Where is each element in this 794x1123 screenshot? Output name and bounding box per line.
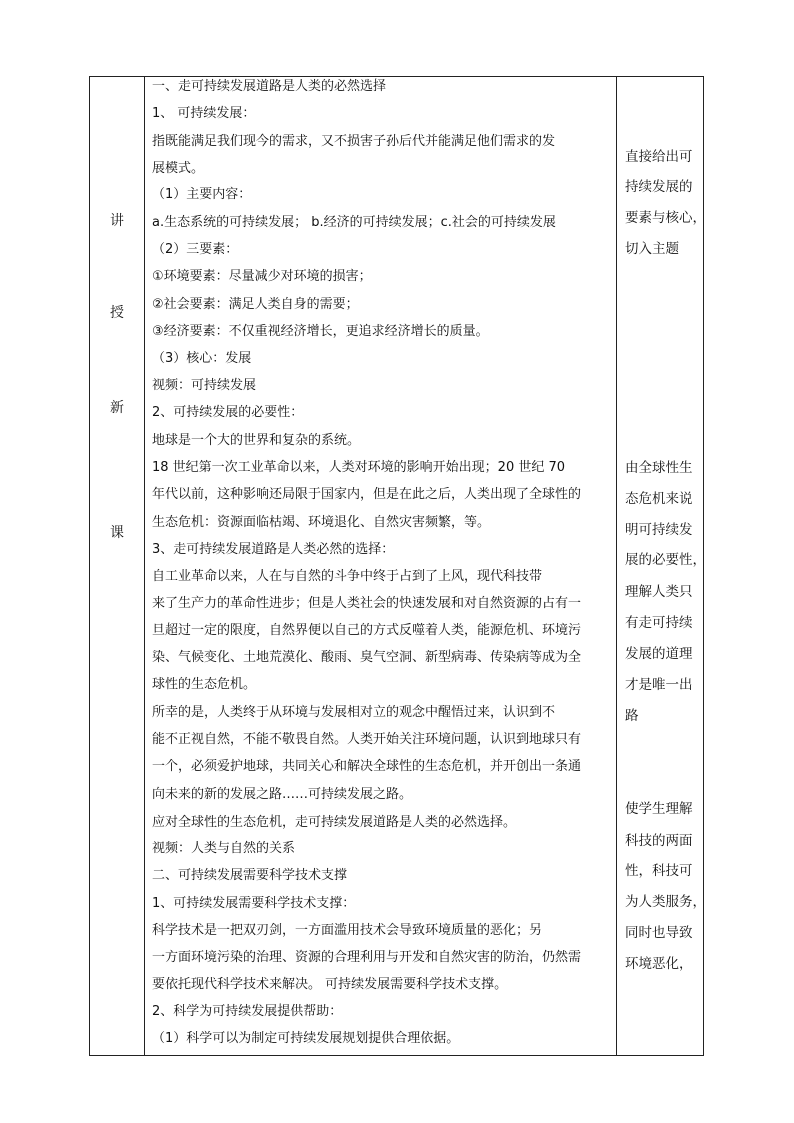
content-line: 1、 可持续发展： [152, 106, 256, 121]
content-line: （1）主要内容： [152, 187, 252, 202]
note-line: 理解人类只 [625, 584, 693, 600]
content-line: （1）科学可以为制定可持续发展规划提供合理依据。 [152, 1031, 460, 1046]
content-line: 1、可持续发展需要科学技术支撑： [152, 896, 356, 911]
content-line: 一方面环境污染的治理、资源的合理利用与开发和自然灾害的防治，仍然需 [152, 950, 582, 965]
content-line: ②社会要素：满足人类自身的需要； [152, 297, 359, 312]
content-line: 2、可持续发展的必要性： [152, 405, 304, 420]
note-line: 由全球性生 [625, 460, 693, 476]
content-line: 视频：人类与自然的关系 [152, 841, 296, 856]
note-line: 科技的两面 [625, 833, 693, 849]
content-line: 能不正视自然，不能不敬畏自然。人类开始关注环境问题，认识到地球只有 [152, 732, 582, 747]
note-line: 要素与核心， [625, 210, 706, 226]
content-line: a.生态系统的可持续发展； b.经济的可持续发展；c.社会的可持续发展 [152, 215, 556, 230]
content-line: 展模式。 [152, 161, 205, 176]
content-line: 科学技术是一把双刃剑，一方面滥用技术会导致环境质量的恶化；另 [152, 923, 543, 938]
note-line: 切入主题 [625, 241, 679, 257]
content-line: 3、走可持续发展道路是人类必然的选择： [152, 542, 395, 557]
note-line: 使学生理解 [625, 801, 693, 817]
lesson-table [89, 76, 704, 1056]
note-line: 持续发展的 [625, 179, 693, 195]
note-line: 路 [625, 708, 639, 724]
stage-char: 新 [110, 400, 124, 416]
content-line: ①环境要素：尽量减少对环境的损害； [152, 269, 372, 284]
content-line: 染、气候变化、土地荒漠化、酸雨、臭气空洞、新型病毒、传染病等成为全 [152, 650, 582, 665]
note-line: 同时也导致 [625, 925, 693, 941]
note-line: 态危机来说 [625, 491, 693, 507]
stage-column [90, 77, 144, 1055]
note-line: 才是唯一出 [625, 677, 693, 693]
content-line: 旦超过一定的限度，自然界便以自己的方式反噬着人类，能源危机、环境污 [152, 623, 582, 638]
content-line: （2）三要素： [152, 242, 239, 257]
content-line: 视频：可持续发展 [152, 378, 257, 393]
content-line: 所幸的是，人类终于从环境与发展相对立的观念中醒悟过来，认识到不 [152, 705, 556, 720]
column-divider-right [616, 77, 617, 1055]
content-line: ③经济要素：不仅重视经济增长，更追求经济增长的质量。 [152, 324, 489, 339]
content-line: 自工业革命以来，人在与自然的斗争中终于占到了上风，现代科技带 [152, 569, 543, 584]
content-line: 二、可持续发展需要科学技术支撑 [152, 868, 348, 883]
content-line: 指既能满足我们现今的需求，又不损害子孙后代并能满足他们需求的发 [152, 134, 556, 149]
note-line: 直接给出可 [625, 149, 693, 165]
content-line: 18 世纪第一次工业革命以来，人类对环境的影响开始出现；20 世纪 70 [152, 460, 566, 475]
note-line: 展的必要性， [625, 552, 706, 568]
content-line: 应对全球性的生态危机，走可持续发展道路是人类的必然选择。 [152, 815, 517, 830]
content-line: 地球是一个大的世界和复杂的系统。 [152, 433, 361, 448]
content-line: 2、科学为可持续发展提供帮助： [152, 1004, 343, 1019]
note-line: 明可持续发 [625, 522, 693, 538]
stage-char: 授 [110, 305, 124, 321]
content-line: 一、走可持续发展道路是人类的必然选择 [152, 79, 387, 94]
content-line: 一个，必须爱护地球，共同关心和解决全球性的生态危机，并开创出一条通 [152, 759, 582, 774]
note-line: 为人类服务， [625, 894, 706, 910]
stage-char: 课 [110, 525, 124, 541]
content-line: 球性的生态危机。 [152, 677, 257, 692]
content-line: 生态危机：资源面临枯竭、环境退化、自然灾害频繁，等。 [152, 515, 491, 530]
stage-char: 讲 [110, 213, 124, 229]
column-divider-left [144, 77, 145, 1055]
note-line: 性，科技可 [625, 863, 693, 879]
note-line: 有走可持续 [625, 615, 693, 631]
note-line: 发展的道理 [625, 646, 693, 662]
content-line: 来了生产力的革命性进步；但是人类社会的快速发展和对自然资源的占有一 [152, 596, 582, 611]
content-line: 要依托现代科学技术来解决。 可持续发展需要科学技术支撑。 [152, 977, 508, 992]
content-line: 向未来的新的发展之路……可持续发展之路。 [152, 787, 413, 802]
content-line: 年代以前，这种影响还局限于国家内，但是在此之后，人类出现了全球性的 [152, 487, 582, 502]
content-line: （3）核心：发展 [152, 351, 252, 366]
note-line: 环境恶化， [625, 956, 693, 972]
